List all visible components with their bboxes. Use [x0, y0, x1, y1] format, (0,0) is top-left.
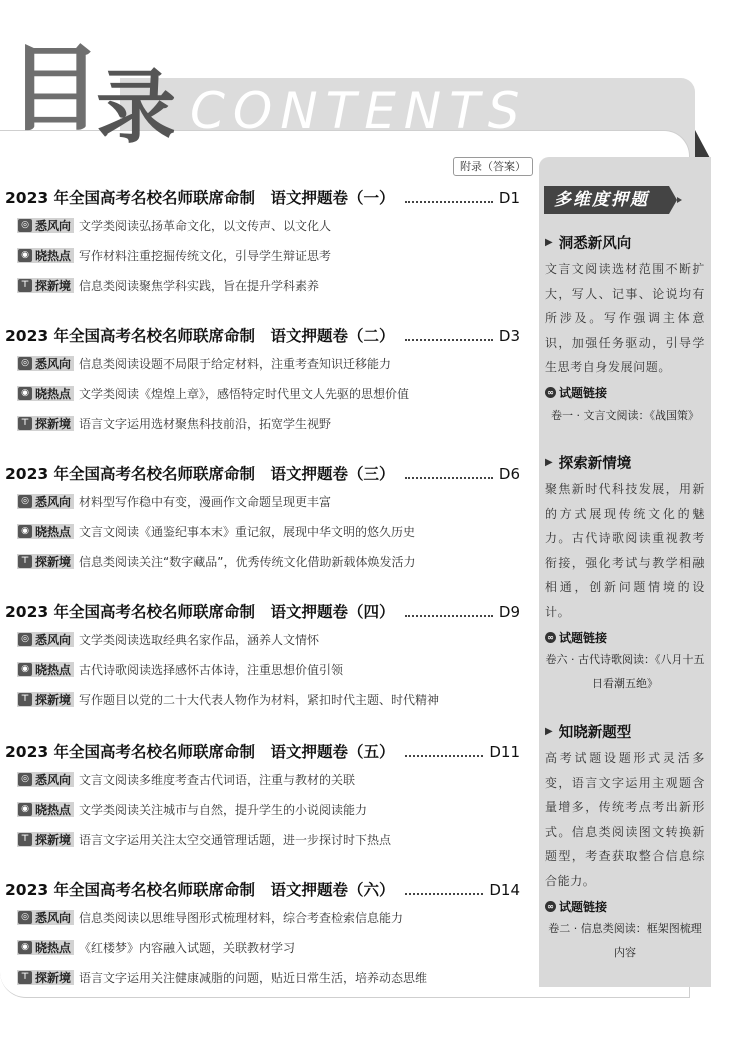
- toc-page-number: D11: [489, 743, 520, 761]
- toc-page-number: D3: [498, 327, 520, 345]
- toc-item: [5, 684, 520, 714]
- toc-item-tag-label: 探新境: [35, 278, 72, 293]
- sidebar-block-title: 知晓新题型: [558, 724, 632, 741]
- link-icon: ∞: [545, 632, 556, 643]
- signpost-icon: ⊤: [18, 971, 32, 984]
- toc-section: [5, 186, 520, 300]
- toc-item-tag: [17, 248, 74, 263]
- toc-item-text: 文学类阅读弘扬革命文化，以文传声、以文化人: [79, 218, 332, 233]
- toc-item: [5, 240, 520, 270]
- toc-entry[interactable]: [5, 878, 520, 902]
- arrow-icon: ▶: [545, 456, 553, 468]
- toc-item: [5, 546, 520, 576]
- toc-item: [5, 962, 520, 992]
- sidebar-block-body: 高考试题设题形式灵活多变，语言文字运用主观题含量增多，传统考点考出新形式。信息类阅读图文转换新题型，考查获取整合信息综合能力。: [545, 751, 705, 888]
- sidebar-link-reference[interactable]: 卷二 · 信息类阅读：框架图梳理内容: [548, 922, 702, 959]
- toc-item-text: 信息类阅读设题不局限于给定材料，注重考查知识迁移能力: [79, 356, 392, 371]
- flame-icon: ◉: [18, 387, 32, 400]
- toc-item-tag: [17, 554, 74, 569]
- signpost-icon: ⊤: [18, 417, 32, 430]
- toc-item: [5, 902, 520, 932]
- flame-icon: ◉: [18, 525, 32, 538]
- toc-item-text: 文言文阅读《通鉴纪事本末》重记叙，展现中华文明的悠久历史: [79, 524, 416, 539]
- arrow-icon: ▶: [545, 725, 553, 737]
- toc-page-number: D1: [498, 189, 520, 207]
- toc-item-text: 文学类阅读《煌煌上章》，感悟特定时代里文人先驱的思想价值: [79, 386, 410, 401]
- toc-item-text: 文学类阅读关注城市与自然，提升学生的小说阅读能力: [79, 802, 368, 817]
- signpost-icon: ⊤: [18, 555, 32, 568]
- compass-icon: ◎: [18, 219, 32, 232]
- toc-item-tag-label: 悉风向: [35, 632, 72, 647]
- sidebar-block-body: 聚焦新时代科技发展，用新的方式展现传统文化的魅力。古代诗歌阅读重视教考衔接，强化考试与教学相融相通，创新问题情境的设计。: [545, 482, 705, 619]
- toc-item: [5, 764, 520, 794]
- toc-leader-dots: [405, 755, 484, 757]
- toc-item-tag: [17, 524, 74, 539]
- sidebar-link-heading: [545, 897, 705, 915]
- toc-entry[interactable]: [5, 324, 520, 348]
- toc-item-tag-label: 晓热点: [35, 248, 72, 263]
- toc-item-text: 文学类阅读选取经典名家作品，涵养人文情怀: [79, 632, 320, 647]
- flame-icon: ◉: [18, 803, 32, 816]
- sidebar-block-title: 洞悉新风向: [558, 235, 632, 252]
- toc-item-text: 文言文阅读多维度考查古代词语，注重与教材的关联: [79, 772, 356, 787]
- toc-item: [5, 624, 520, 654]
- toc-item: [5, 516, 520, 546]
- toc-item-tag-label: 悉风向: [35, 494, 72, 509]
- toc-item: [5, 824, 520, 854]
- toc-item: [5, 270, 520, 300]
- toc-leader-dots: [405, 893, 484, 895]
- toc-item-text: 语言文字运用选材聚焦科技前沿，拓宽学生视野: [79, 416, 332, 431]
- sidebar-block: [545, 720, 705, 965]
- toc-item-text: 《红楼梦》内容融入试题，关联教材学习: [79, 940, 296, 955]
- flame-icon: ◉: [18, 663, 32, 676]
- toc-item-tag: [17, 940, 74, 955]
- link-icon: ∞: [545, 387, 556, 398]
- toc-entry-title: 2023 年全国高考名校名师联席命制 语文押题卷（二）: [5, 327, 395, 345]
- toc-item-tag-label: 晓热点: [35, 940, 72, 955]
- toc-item-text: 写作材料注重挖掘传统文化，引导学生辩证思考: [79, 248, 332, 263]
- page-title-cn: [8, 34, 171, 154]
- toc-item: [5, 348, 520, 378]
- toc-item-tag-label: 悉风向: [35, 356, 72, 371]
- sidebar-banner: 多维度押题: [544, 186, 669, 214]
- sidebar-block-title: 探索新情境: [558, 455, 632, 472]
- compass-icon: ◎: [18, 633, 32, 646]
- toc-entry-title: 2023 年全国高考名校名师联席命制 语文押题卷（五）: [5, 743, 395, 761]
- toc-item: [5, 408, 520, 438]
- compass-icon: ◎: [18, 773, 32, 786]
- toc-leader-dots: [405, 615, 493, 617]
- toc-item-tag: [17, 692, 74, 707]
- toc-item-tag-label: 探新境: [35, 416, 72, 431]
- toc-item-tag-label: 探新境: [35, 692, 72, 707]
- toc-item-tag-label: 晓热点: [35, 524, 72, 539]
- toc-item: [5, 654, 520, 684]
- toc-section: [5, 740, 520, 854]
- toc-item-text: 语言文字运用关注太空交通管理话题，进一步探讨时下热点: [79, 832, 392, 847]
- toc-item-text: 信息类阅读以思维导图形式梳理材料，综合考查检索信息能力: [79, 910, 404, 925]
- toc-item-text: 信息类阅读聚焦学科实践，旨在提升学科素养: [79, 278, 320, 293]
- toc-item-tag: [17, 632, 74, 647]
- sidebar-link-heading: [545, 628, 705, 646]
- toc-item-tag: [17, 494, 74, 509]
- toc-item-tag-label: 悉风向: [35, 772, 72, 787]
- toc-section: [5, 600, 520, 714]
- flame-icon: ◉: [18, 941, 32, 954]
- sidebar-block-heading: [545, 451, 705, 473]
- toc-page-number: D6: [498, 465, 520, 483]
- toc-leader-dots: [405, 477, 493, 479]
- sidebar-link-reference[interactable]: 卷一 · 文言文阅读：《战国策》: [551, 408, 699, 422]
- sidebar-block-heading: [545, 720, 705, 742]
- signpost-icon: ⊤: [18, 833, 32, 846]
- toc-item-text: 语言文字运用关注健康减脂的问题，贴近日常生活，培养动态思维: [79, 970, 428, 985]
- toc-item: [5, 378, 520, 408]
- sidebar-banner-tip: [669, 186, 677, 214]
- toc-item-tag-label: 晓热点: [35, 662, 72, 677]
- toc-entry-title: 2023 年全国高考名校名师联席命制 语文押题卷（一）: [5, 189, 395, 207]
- toc-item-text: 写作题目以党的二十大代表人物作为材料，紧扣时代主题、时代精神: [79, 692, 440, 707]
- toc-entry-title: 2023 年全国高考名校名师联席命制 语文押题卷（六）: [5, 881, 395, 899]
- signpost-icon: ⊤: [18, 693, 32, 706]
- toc-page-number: D9: [498, 603, 520, 621]
- compass-icon: ◎: [18, 495, 32, 508]
- toc-item-tag-label: 悉风向: [35, 910, 72, 925]
- toc-item-tag: [17, 832, 74, 847]
- link-icon: ∞: [545, 901, 556, 912]
- toc-item: [5, 486, 520, 516]
- toc-item: [5, 794, 520, 824]
- appendix-label: 附录（答案）: [453, 157, 533, 176]
- sidebar-block: [545, 451, 705, 696]
- flame-icon: ◉: [18, 249, 32, 262]
- toc-section: [5, 462, 520, 576]
- toc-entry[interactable]: [5, 462, 520, 486]
- toc-item-tag-label: 探新境: [35, 832, 72, 847]
- toc-item-text: 古代诗歌阅读选择感怀古体诗，注重思想价值引领: [79, 662, 344, 677]
- toc-entry[interactable]: [5, 186, 520, 210]
- sidebar-link-reference[interactable]: 卷六 · 古代诗歌阅读：《八月十五日看潮五绝》: [545, 653, 705, 690]
- title-char-2: 录: [96, 60, 171, 154]
- compass-icon: ◎: [18, 357, 32, 370]
- toc-entry[interactable]: [5, 600, 520, 624]
- toc-item-tag: [17, 910, 74, 925]
- sidebar-link-label: 试题链接: [559, 899, 608, 914]
- arrow-icon: ▶: [545, 236, 553, 248]
- toc-leader-dots: [405, 201, 493, 203]
- sidebar-link-heading: [545, 384, 705, 402]
- sidebar-block-body: 文言文阅读选材范围不断扩大，写人、记事、论说均有所涉及。写作强调主体意识，加强任务驱动，引导学生思考自身发展问题。: [545, 262, 705, 374]
- toc-leader-dots: [405, 339, 493, 341]
- toc-entry-title: 2023 年全国高考名校名师联席命制 语文押题卷（四）: [5, 603, 395, 621]
- toc-section: [5, 878, 520, 992]
- toc-item-text: 材料型写作稳中有变，漫画作文命题呈现更丰富: [79, 494, 332, 509]
- toc-item-tag-label: 晓热点: [35, 802, 72, 817]
- toc-entry[interactable]: [5, 740, 520, 764]
- toc-item-text: 信息类阅读关注“数字藏品”，优秀传统文化借助新载体焕发活力: [79, 554, 416, 569]
- sidebar-block: [545, 231, 705, 428]
- toc-item: [5, 210, 520, 240]
- compass-icon: ◎: [18, 911, 32, 924]
- page-title-en: CONTENTS: [190, 82, 528, 140]
- toc-entry-title: 2023 年全国高考名校名师联席命制 语文押题卷（三）: [5, 465, 395, 483]
- toc-item-tag: [17, 356, 74, 371]
- sidebar-banner-arrow-icon: [677, 197, 682, 203]
- toc-item-tag: [17, 802, 74, 817]
- toc-item-tag: [17, 386, 74, 401]
- sidebar-link-label: 试题链接: [559, 386, 608, 400]
- toc-item-tag: [17, 416, 74, 431]
- toc-page-number: D14: [489, 881, 520, 899]
- toc-section: [5, 324, 520, 438]
- toc-item-tag-label: 探新境: [35, 970, 72, 985]
- header-fold-decoration: [695, 130, 711, 160]
- toc-item-tag: [17, 218, 74, 233]
- toc-item-tag: [17, 772, 74, 787]
- toc-item-tag: [17, 278, 74, 293]
- sidebar-link-label: 试题链接: [559, 630, 608, 645]
- signpost-icon: ⊤: [18, 279, 32, 292]
- toc-item-tag-label: 探新境: [35, 554, 72, 569]
- toc-item: [5, 932, 520, 962]
- title-char-1: 目: [8, 34, 97, 144]
- sidebar-block-heading: [545, 231, 705, 253]
- toc-item-tag-label: 悉风向: [35, 218, 72, 233]
- toc-item-tag: [17, 662, 74, 677]
- toc-item-tag: [17, 970, 74, 985]
- toc-item-tag-label: 晓热点: [35, 386, 72, 401]
